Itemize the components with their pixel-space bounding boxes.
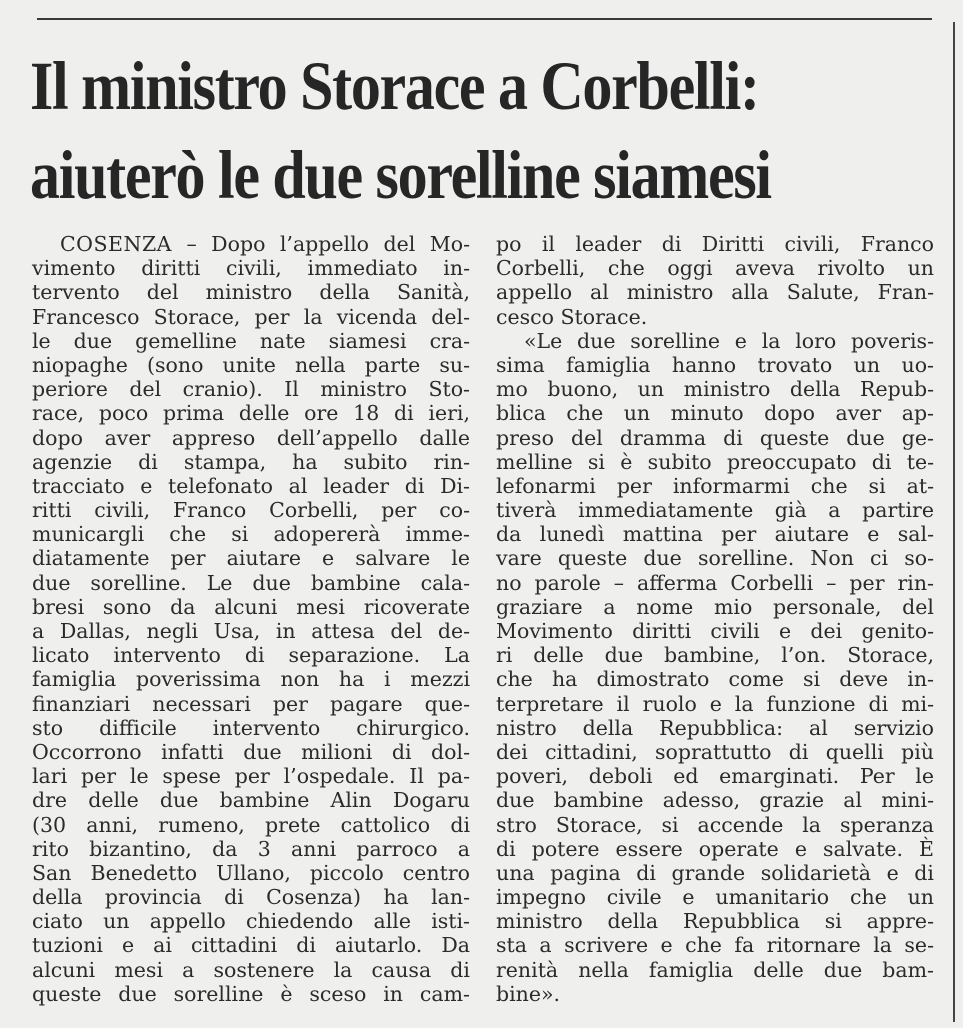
text-line: rito bizantino, da 3 anni parroco a	[32, 836, 470, 861]
article-column-right	[496, 232, 934, 1006]
text-line: tiverà immediatamente già a partire	[496, 498, 934, 523]
text-line: ministro della Repubblica si appre-	[496, 909, 934, 934]
text-line: lari per le spese per l’ospedale. Il pa-	[32, 764, 470, 789]
text-line: graziare a nome mio personale, del	[496, 594, 934, 619]
text-line: bresi sono da alcuni mesi ricoverate	[32, 594, 470, 619]
text-line: (30 anni, rumeno, prete cattolico di	[32, 812, 470, 837]
text-line: periore del cranio). Il ministro Sto-	[32, 377, 470, 402]
text-line: sta a scrivere e che fa ritornare la se-	[496, 933, 934, 958]
text-line: no parole – afferma Corbelli – per rin-	[496, 570, 934, 595]
text-line: preso del dramma di queste due ge-	[496, 425, 934, 450]
text-line: ri delle due bambine, l’on. Storace,	[496, 643, 934, 668]
text-line: sto difficile intervento chirurgico.	[32, 715, 470, 740]
text-line: di potere essere operate e salvate. È	[496, 836, 934, 861]
text-line: dei cittadini, soprattutto di quelli più	[496, 739, 934, 764]
text-line: famiglia poverissima non ha i mezzi	[32, 667, 470, 692]
text-line: vimento diritti civili, immediato in-	[32, 256, 470, 281]
text-line: finanziari necessari per pagare que-	[32, 691, 470, 716]
text-line: Movimento diritti civili e dei genito-	[496, 619, 934, 643]
text-line: le due gemelline nate siamesi cra-	[32, 328, 470, 353]
text-line: una pagina di grande solidarietà e di	[496, 860, 934, 885]
text-line: due sorelline. Le due bambine cala-	[32, 570, 470, 595]
text-line: blica che un minuto dopo aver ap-	[496, 401, 934, 426]
text-line: appello al ministro alla Salute, Fran-	[496, 280, 934, 305]
text-line: terpretare il ruolo e la funzione di mi-	[496, 691, 934, 716]
text-line: stro Storace, si accende la speranza	[496, 812, 934, 837]
text-line: impegno civile e umanitario che un	[496, 885, 934, 910]
text-line: vare queste due sorelline. Non ci so-	[496, 546, 934, 571]
text-line: bine».	[496, 981, 561, 1006]
text-line: renità nella famiglia delle due bam-	[496, 957, 934, 982]
headline	[30, 42, 826, 220]
text-line: Francesco Storace, per la vicenda del-	[32, 304, 470, 329]
text-line: mo buono, un ministro della Repub-	[496, 377, 934, 402]
dateline: COSENZA	[60, 232, 172, 256]
text-line: nistro della Repubblica: al servizio	[496, 715, 934, 740]
article-column-left	[32, 232, 470, 1006]
text-line: dre delle due bambine Alin Dogaru	[32, 788, 470, 813]
text-line: che ha dimostrato come si deve in-	[496, 667, 934, 692]
text-line: a Dallas, negli Usa, in attesa del de-	[32, 619, 470, 643]
text-line: sima famiglia hanno trovato un uo-	[496, 352, 934, 377]
text-line: tuzioni e ai cittadini di aiutarlo. Da	[32, 933, 470, 958]
text-line: della provincia di Cosenza) ha lan-	[32, 885, 470, 910]
text-line: tervento del ministro della Sanità,	[32, 280, 470, 305]
text-line: Occorrono infatti due milioni di dol-	[32, 739, 470, 764]
text-line: melline si è subito preoccupato di te-	[496, 449, 934, 474]
text-line	[32, 232, 470, 256]
text-line-rest: – Dopo l’appello del Mo-	[172, 232, 470, 256]
column-divider-edge	[953, 22, 955, 1022]
text-line: «Le due sorelline e la loro poveris-	[524, 328, 934, 353]
text-line: cesco Storace.	[496, 304, 648, 329]
text-line: licato intervento di separazione. La	[32, 643, 470, 668]
text-line: da lunedì mattina per aiutare e sal-	[496, 522, 934, 547]
headline-line-2: aiuterò le due sorelline siamesi	[30, 137, 771, 213]
headline-line-1: Il ministro Storace a Corbelli:	[30, 48, 759, 124]
text-line: due bambine adesso, grazie al mini-	[496, 788, 934, 813]
text-line: agenzie di stampa, ha subito rin-	[32, 449, 470, 474]
text-line: diatamente per aiutare e salvare le	[32, 546, 470, 571]
text-line: niopaghe (sono unite nella parte su-	[32, 352, 470, 377]
text-line: Corbelli, che oggi aveva rivolto un	[496, 256, 934, 281]
text-line: dopo aver appreso dell’appello dalle	[32, 425, 470, 450]
text-line: tracciato e telefonato al leader di Di-	[32, 473, 470, 498]
text-line: ritti civili, Franco Corbelli, per co-	[32, 498, 470, 523]
text-line: race, poco prima delle ore 18 di ieri,	[32, 401, 470, 426]
text-line: alcuni mesi a sostenere la causa di	[32, 957, 470, 982]
text-line: lefonarmi per informarmi che si at-	[496, 473, 934, 498]
text-line: municargli che si adopererà imme-	[32, 522, 470, 547]
text-line: po il leader di Diritti civili, Franco	[496, 232, 934, 256]
text-line: ciato un appello chiedendo alle isti-	[32, 909, 470, 934]
text-line: San Benedetto Ullano, piccolo centro	[32, 860, 470, 885]
text-line: poveri, deboli ed emarginati. Per le	[496, 764, 934, 789]
text-line: queste due sorelline è sceso in cam-	[32, 981, 470, 1006]
top-rule	[37, 18, 932, 20]
